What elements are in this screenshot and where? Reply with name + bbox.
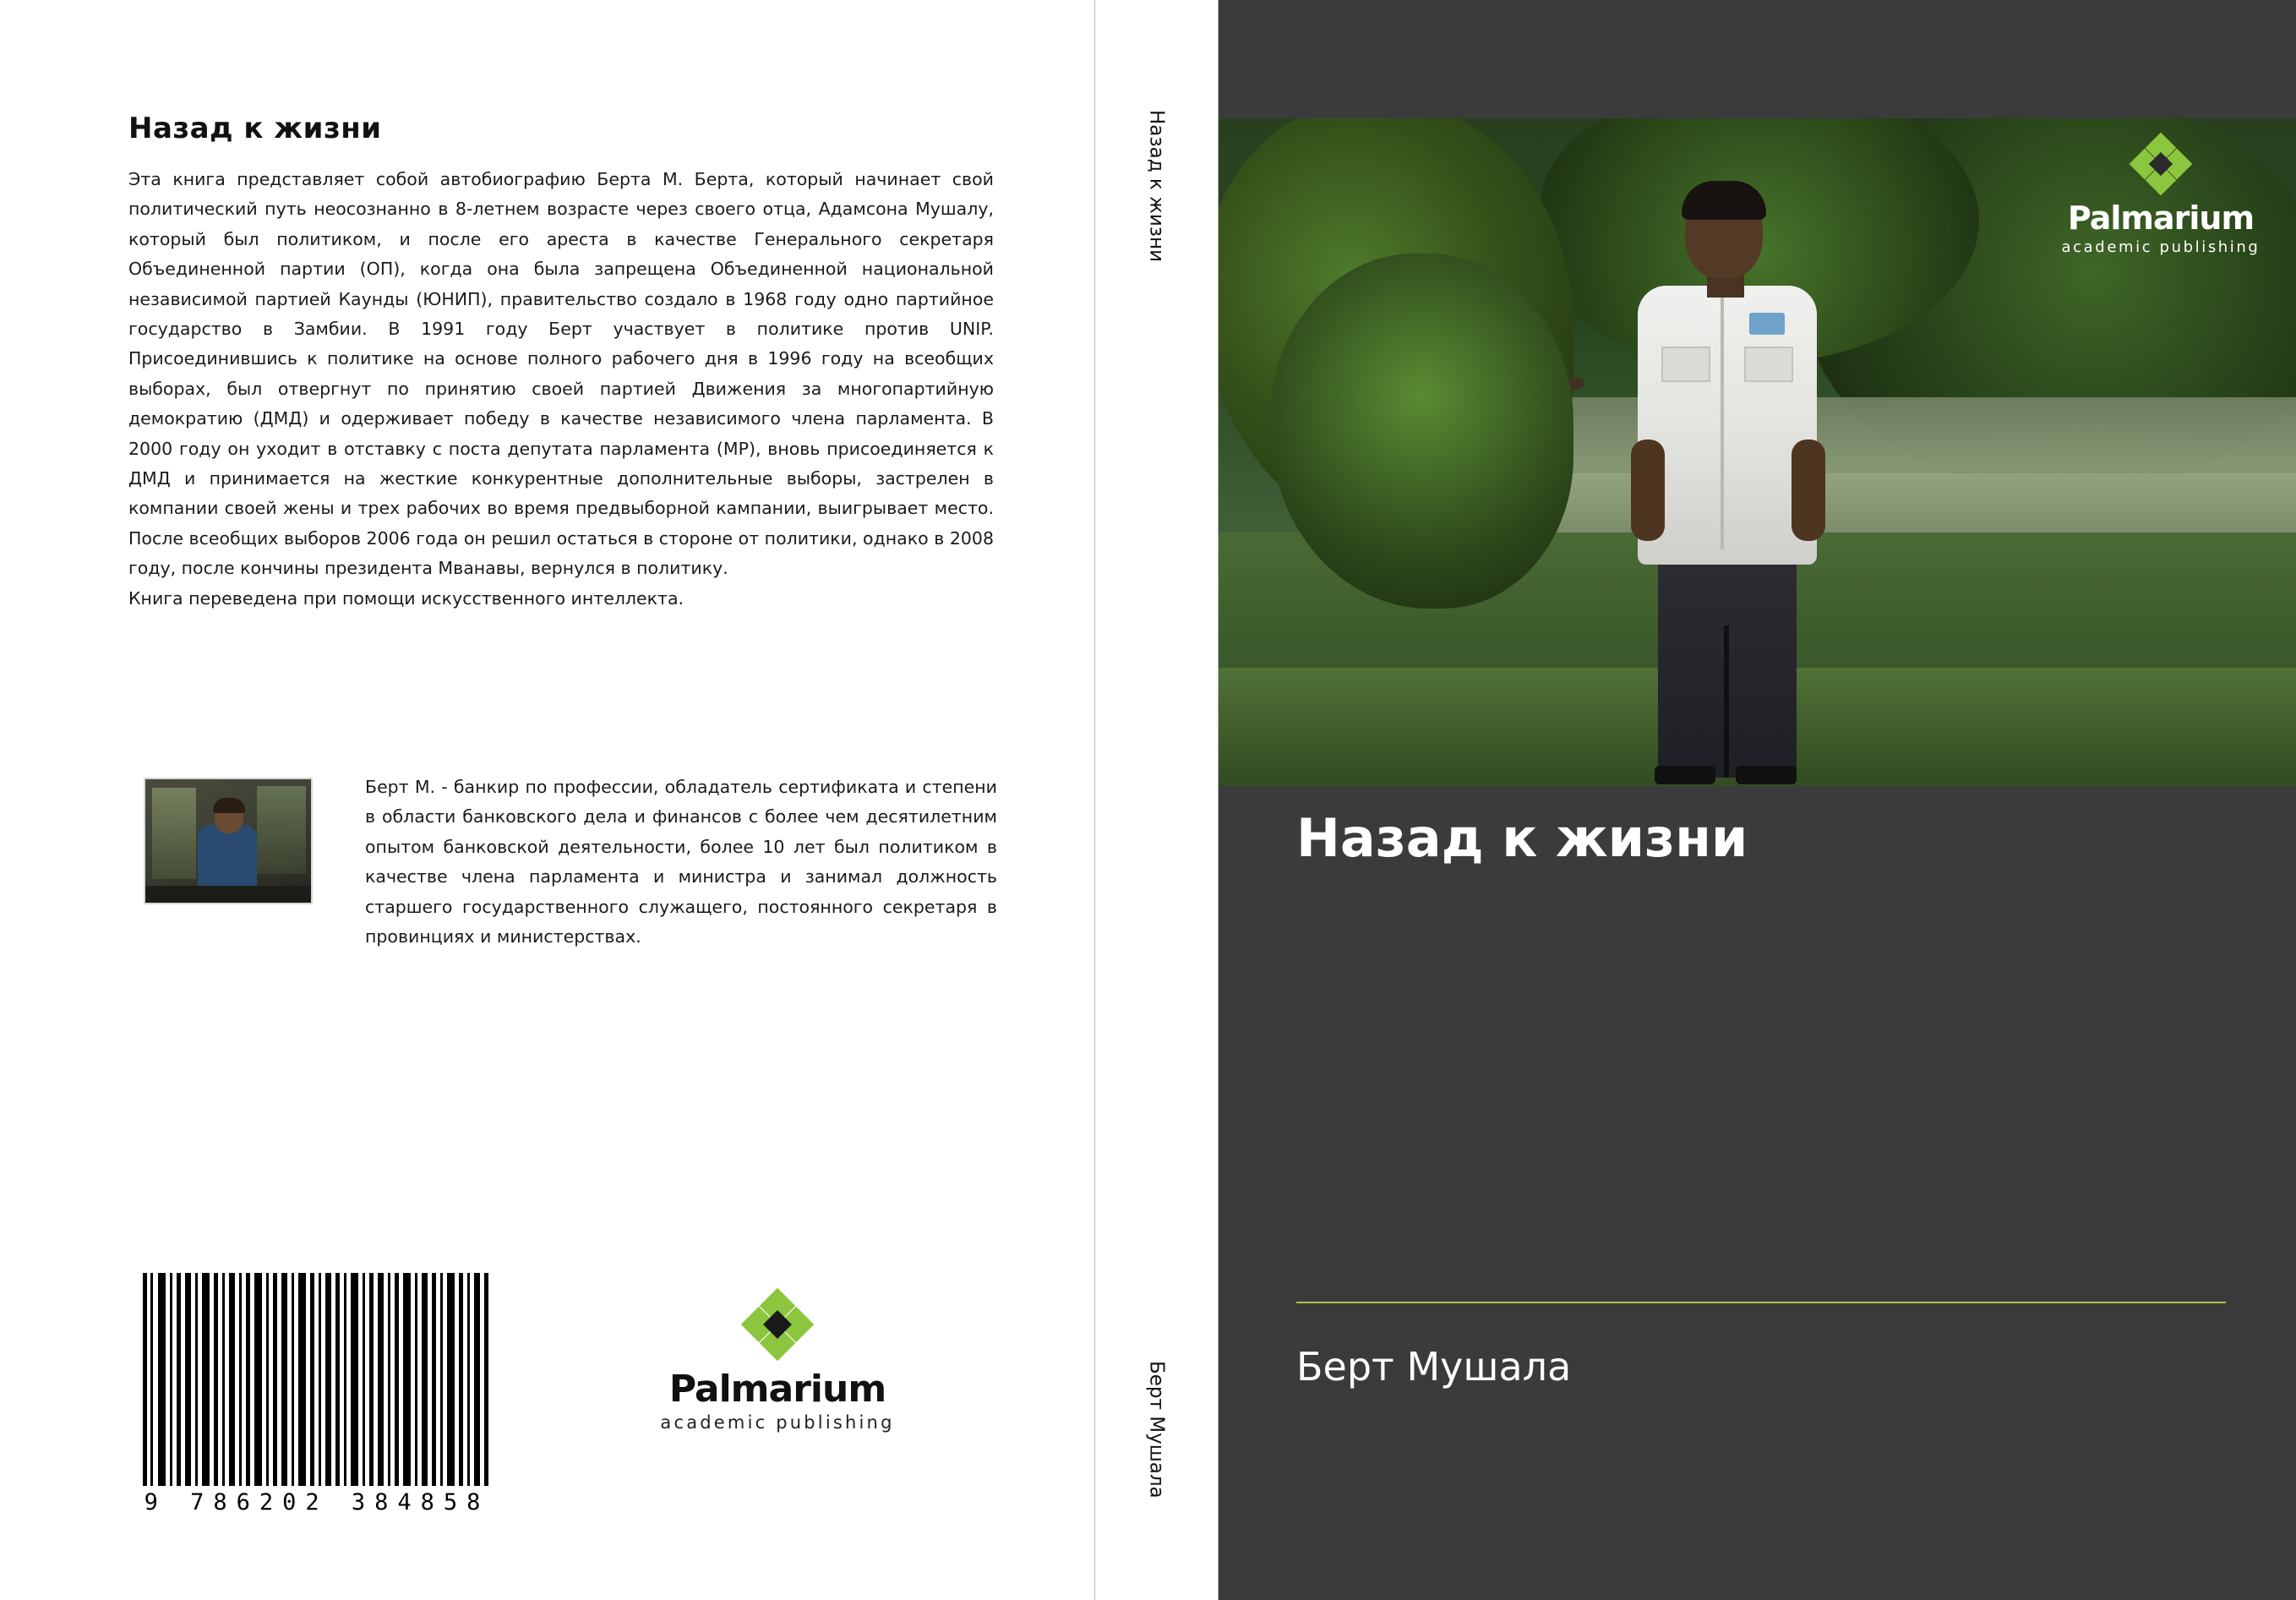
author-block [144,777,997,947]
publisher-name-front: Palmarium [2067,199,2255,237]
isbn-number: 9 786202 384858 [144,1489,490,1515]
publisher-logo-back [651,1293,904,1471]
book-spine [1094,0,1219,1600]
palmarium-logo-icon [746,1293,809,1356]
publisher-name: Palmarium [668,1368,886,1411]
person-in-photo [1626,186,1829,778]
publisher-tagline: academic publishing [660,1412,895,1433]
blurb-note: Книга переведена при помощи искусственного интеллекта. [128,587,684,609]
publisher-logo-front [2056,137,2266,256]
publisher-tagline-front: academic publishing [2061,238,2261,256]
isbn-barcode [131,1268,503,1521]
barcode-bars [143,1273,491,1486]
author-biography: Берт М. - банкир по профессии, обладатель сертификата и степени в области банковского дела и финансов с более чем десятилетним опытом банковской деятельности, более 10 лет был политиком в качестве члена парламента и министра и занимал должность старшего государственного служащего, постоянного секретаря в провинциях и министерствах. [365,777,997,947]
front-cover [1219,0,2296,1600]
title-divider [1296,1302,2226,1303]
front-cover-author: Берт Мушала [1296,1344,1572,1390]
blurb-paragraph: Эта книга представляет собой автобиографию Берта М. Берта, который начинает свой политический путь неосознанно в 8-летнем возрасте через своего отца, Адамсона Мушалу, который был политиком, и после его ареста в качестве Генерального секретаря Объединенной партии (ОП), когда она была запрещена Объединенной национальной независимой партией Каунды (ЮНИП), правительство создало в 1968 году одно партийное государство в Замбии. В 1991 году Берт участвует в политике против UNIP. Присоединившись к политике на основе полного рабочего дня в 1996 году на всеобщих выборах, был отвергнут по принятию своей партией Движения за многопартийную демократию (ДМД) и одерживает победу в качестве независимого члена парламента. В 2000 году он уходит в отставку с поста депутата парламента (МР), вновь присоединяется к ДМД и принимается на жесткие конкурентные дополнительные выборы, застрелен в компании своей жены и трех рабочих во время предвыборной кампании, выигрывает место. После всеобщих выборов 2006 года он решил остаться в стороне от политики, однако в 2008 году, после кончины президента Мванавы, вернулся в политику. [128,169,994,579]
spine-author: Берт Мушала [1145,1361,1168,1499]
palmarium-logo-icon-front [2134,137,2188,191]
front-cover-title: Назад к жизни [1296,807,1748,869]
back-cover [0,0,1094,1600]
back-cover-title: Назад к жизни [128,112,382,145]
cover-photograph [1219,118,2296,786]
author-photo [144,778,313,904]
spine-title: Назад к жизни [1145,110,1168,263]
back-cover-description [128,165,994,614]
